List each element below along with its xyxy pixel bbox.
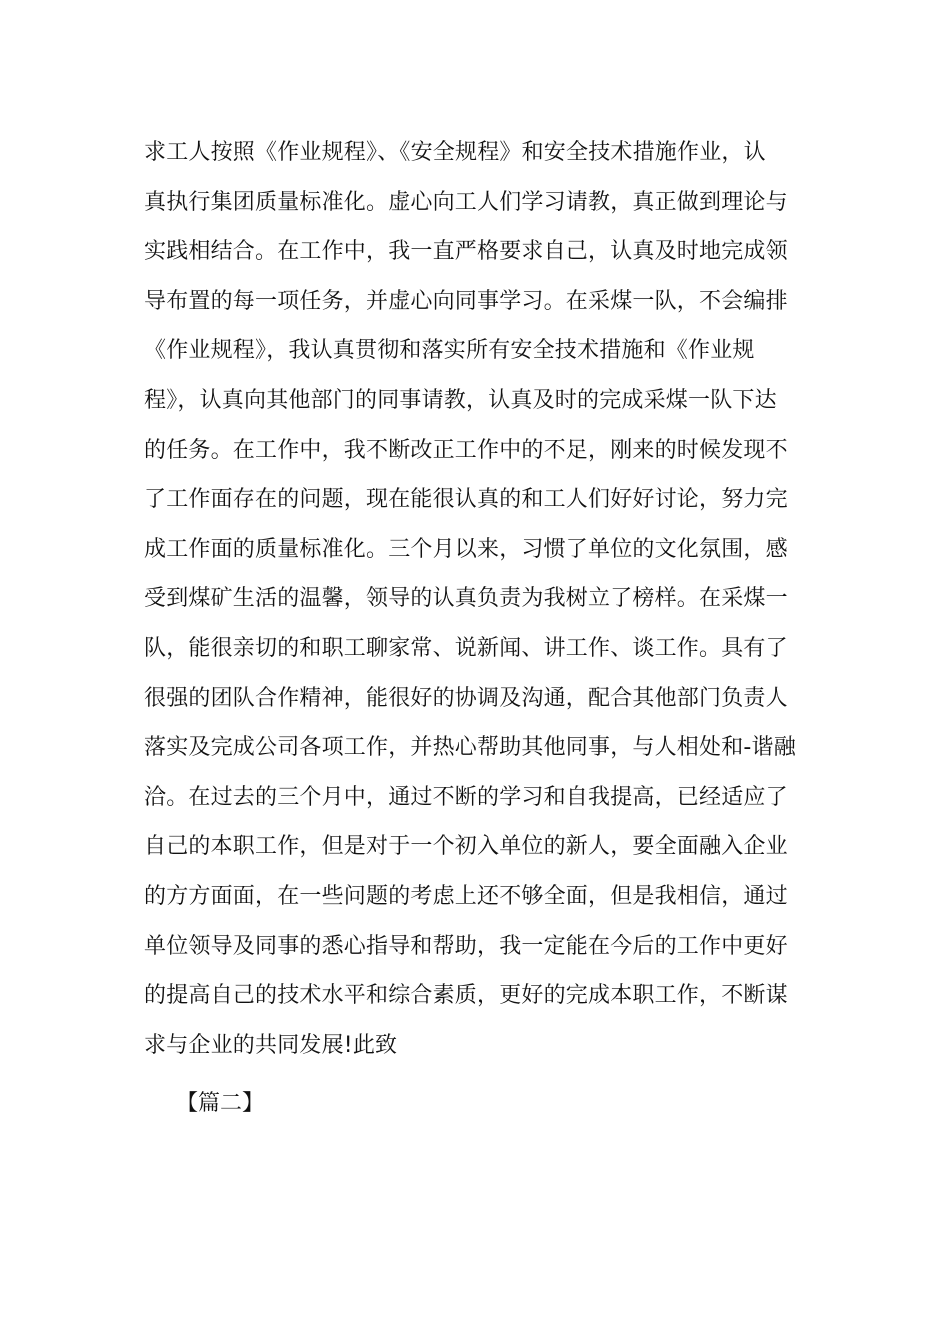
text-line: 《作业规程》，我认真贯彻和落实所有安全技术措施和《作业规 bbox=[144, 338, 755, 364]
text-line: 成工作面的质量标准化。三个月以来，习惯了单位的文化氛围，感 bbox=[144, 536, 788, 562]
text-line: 很强的团队合作精神，能很好的协调及沟通，配合其他部门负责人 bbox=[144, 685, 788, 711]
text-line: 队，能很亲切的和职工聊家常、说新闻、讲工作、谈工作。具有了 bbox=[144, 635, 788, 661]
text-line: 求与企业的共同发展!此致 bbox=[144, 1032, 398, 1058]
text-line: 洽。在过去的三个月中，通过不断的学习和自我提高，已经适应了 bbox=[144, 784, 788, 810]
text-line: 程》，认真向其他部门的同事请教，认真及时的完成采煤一队下达 bbox=[144, 387, 777, 413]
text-line: 自己的本职工作，但是对于一个初入单位的新人，要全面融入企业 bbox=[144, 834, 788, 860]
text-line: 单位领导及同事的悉心指导和帮助，我一定能在今后的工作中更好 bbox=[144, 933, 788, 959]
text-line: 求工人按照《作业规程》、《安全规程》和安全技术措施作业，认 bbox=[144, 140, 766, 165]
text-line: 的任务。在工作中，我不断改正工作中的不足，刚来的时候发现不 bbox=[144, 437, 788, 463]
section-heading: 【篇二】 bbox=[176, 1091, 265, 1116]
text-line: 的方方面面，在一些问题的考虑上还不够全面，但是我相信，通过 bbox=[144, 883, 788, 909]
text-line: 了工作面存在的问题，现在能很认真的和工人们好好讨论，努力完 bbox=[144, 487, 788, 513]
text-line: 实践相结合。在工作中，我一直严格要求自己，认真及时地完成领 bbox=[144, 239, 788, 265]
text-line: 导布置的每一项任务，并虚心向同事学习。在采煤一队，不会编排 bbox=[144, 288, 788, 314]
text-line: 受到煤矿生活的温馨，领导的认真负责为我树立了榜样。在采煤一 bbox=[144, 586, 788, 612]
text-line: 真执行集团质量标准化。虚心向工人们学习请教，真正做到理论与 bbox=[144, 189, 788, 215]
text-line: 落实及完成公司各项工作，并热心帮助其他同事，与人相处和-谐融 bbox=[144, 735, 796, 761]
text-line: 的提高自己的技术水平和综合素质，更好的完成本职工作，不断谋 bbox=[144, 983, 788, 1009]
body-paragraph bbox=[144, 128, 824, 1070]
